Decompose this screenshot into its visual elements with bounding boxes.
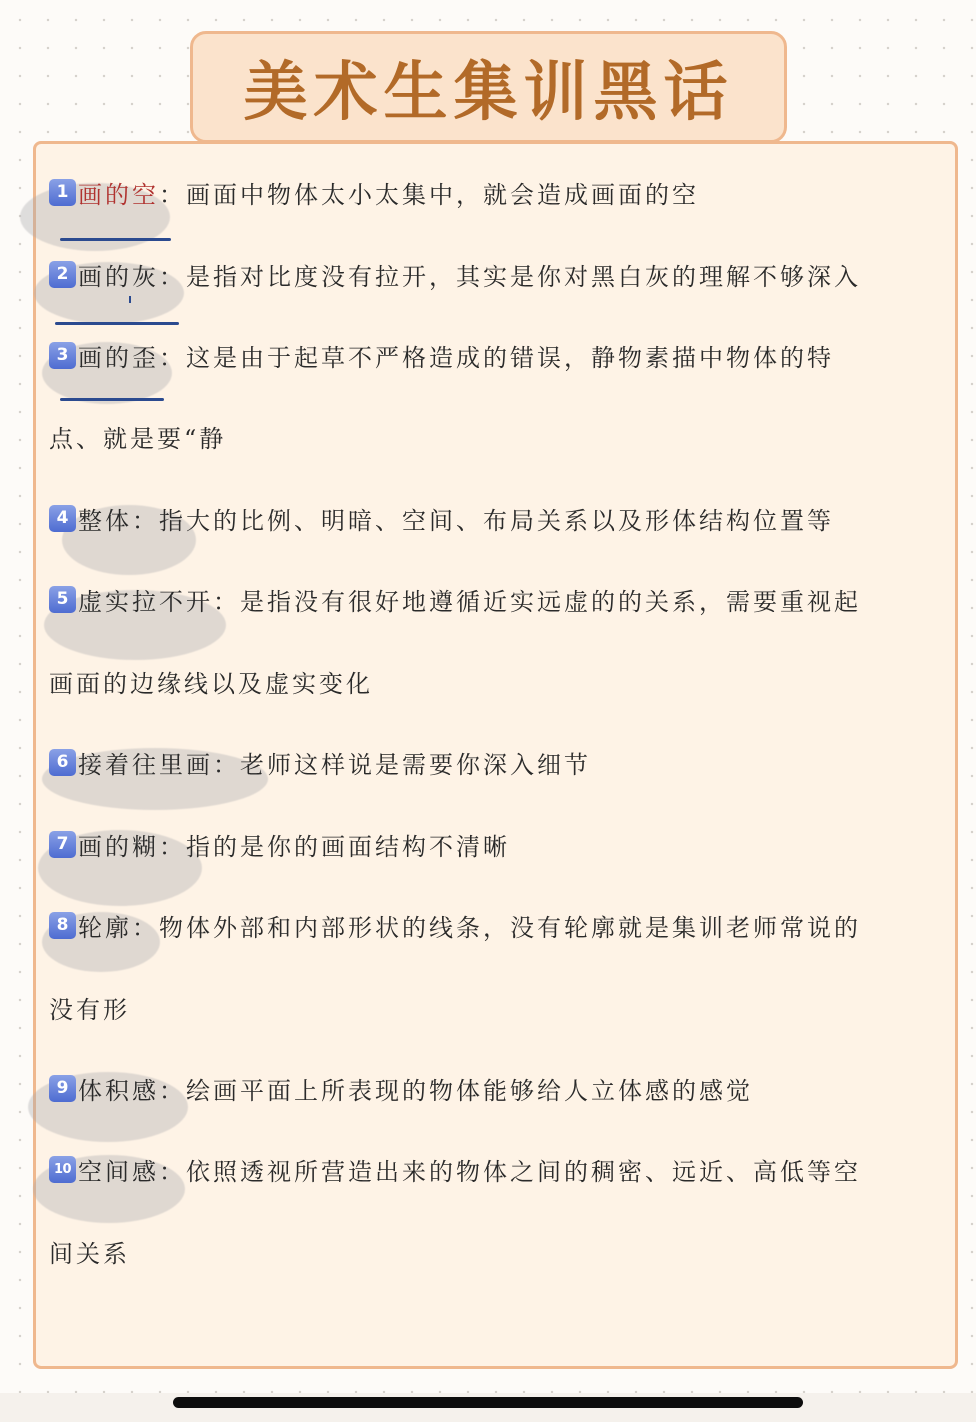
list-item [49, 579, 861, 619]
list-item [49, 824, 510, 864]
item-description: 这是由于起草不严格造成的错误，静物素描中物体的特 [186, 343, 834, 372]
pen-dot [129, 296, 131, 303]
number-badge-icon: 1 [49, 179, 76, 206]
item-term: 画的糊 [78, 832, 159, 861]
number-badge-icon: 2 [49, 261, 76, 288]
item-colon: ： [159, 1157, 186, 1186]
item-description: 指大的比例、明暗、空间、布局关系以及形体结构位置等 [159, 506, 834, 535]
item-colon: ： [213, 587, 240, 616]
item-description: 依照透视所营造出来的物体之间的稠密、远近、高低等空 [186, 1157, 861, 1186]
list-item [49, 905, 861, 945]
number-badge-icon: 8 [49, 912, 76, 939]
number-badge-icon: 4 [49, 505, 76, 532]
list-item [49, 254, 861, 294]
item-description: 绘画平面上所表现的物体能够给人立体感的感觉 [186, 1076, 753, 1105]
item-colon: ： [159, 832, 186, 861]
number-badge-icon: 10 [49, 1156, 76, 1183]
item-description: 是指没有很好地遵循近实远虚的的关系，需要重视起 [240, 587, 861, 616]
item-colon: ： [159, 180, 186, 209]
item-colon: ： [159, 343, 186, 372]
item-colon: ： [159, 1076, 186, 1105]
item-term: 画的空 [78, 180, 159, 209]
item-colon: ： [132, 913, 159, 942]
item-continuation: 点、就是要“静 [49, 424, 227, 453]
item-colon: ： [132, 506, 159, 535]
item-description: 物体外部和内部形状的线条，没有轮廓就是集训老师常说的 [159, 913, 861, 942]
title-banner [190, 31, 787, 143]
item-term: 空间感 [78, 1157, 159, 1186]
item-term: 整体 [78, 506, 132, 535]
list-item [49, 172, 699, 212]
item-term: 接着往里画 [78, 750, 213, 779]
item-term: 体积感 [78, 1076, 159, 1105]
item-term: 画的歪 [78, 343, 159, 372]
item-description: 指的是你的画面结构不清晰 [186, 832, 510, 861]
item-term: 虚实拉不开 [78, 587, 213, 616]
item-description: 老师这样说是需要你深入细节 [240, 750, 591, 779]
list-item [49, 335, 834, 375]
item-colon: ： [213, 750, 240, 779]
underline-mark [60, 238, 171, 241]
number-badge-icon: 7 [49, 831, 76, 858]
number-badge-icon: 3 [49, 342, 76, 369]
item-continuation: 没有形 [49, 995, 130, 1024]
list-item [49, 1068, 753, 1108]
item-colon: ： [159, 262, 186, 291]
home-indicator-bar[interactable] [173, 1397, 803, 1408]
list-item [49, 742, 591, 782]
item-term: 轮廓 [78, 913, 132, 942]
item-term: 画的灰 [78, 262, 159, 291]
underline-mark [55, 322, 179, 325]
list-item [49, 1149, 861, 1189]
number-badge-icon: 9 [49, 1075, 76, 1102]
item-continuation: 间关系 [49, 1239, 130, 1268]
number-badge-icon: 5 [49, 586, 76, 613]
page-title: 美术生集训黑话 [243, 56, 734, 130]
underline-mark [60, 398, 164, 401]
item-description: 画面中物体太小太集中，就会造成画面的空 [186, 180, 699, 209]
number-badge-icon: 6 [49, 749, 76, 776]
item-continuation: 画面的边缘线以及虚实变化 [49, 669, 373, 698]
list-item [49, 498, 834, 538]
item-description: 是指对比度没有拉开，其实是你对黑白灰的理解不够深入 [186, 262, 861, 291]
